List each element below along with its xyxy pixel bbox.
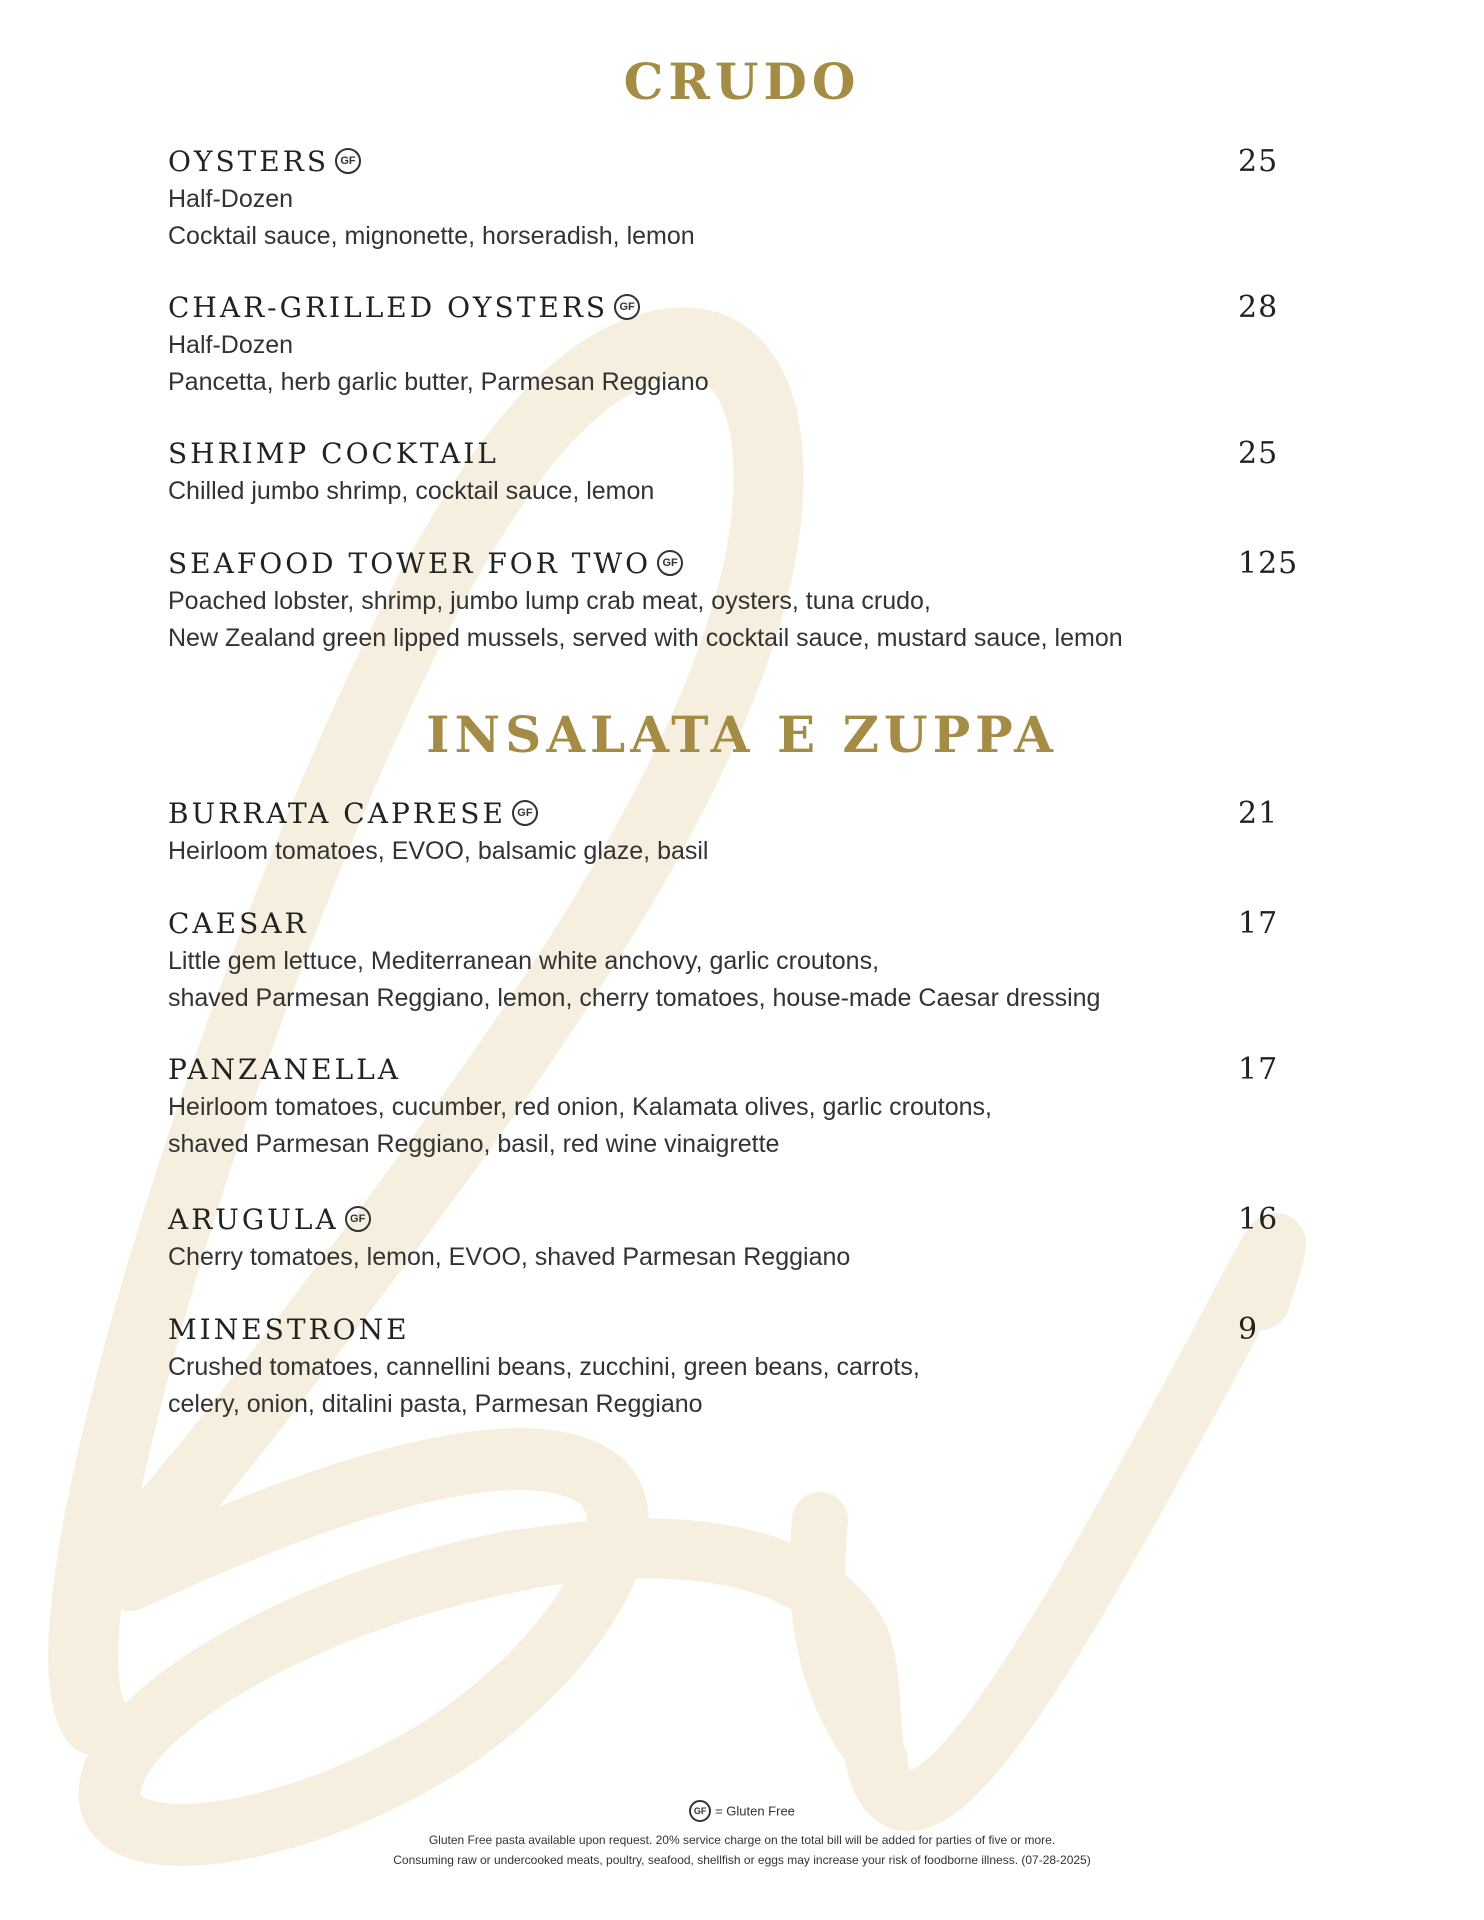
footer-note-service-charge: Gluten Free pasta available upon request. 20% service charge on the total bill will be added for parties of five or more. <box>428 1833 1056 1847</box>
menu-item-burrata-caprese <box>168 795 1318 870</box>
item-name <box>168 1201 1318 1239</box>
item-description-line: Cocktail sauce, mignonette, horseradish, lemon <box>168 222 695 250</box>
item-name-text: OYSTERS <box>168 145 329 178</box>
item-name-text: CHAR-GRILLED OYSTERS <box>168 291 609 324</box>
item-description-line: Crushed tomatoes, cannellini beans, zucchini, green beans, carrots, <box>168 1353 920 1381</box>
menu-item-seafood-tower <box>168 545 1318 657</box>
item-name <box>168 905 1318 943</box>
item-description-line: shaved Parmesan Reggiano, basil, red wine vinaigrette <box>168 1130 780 1158</box>
menu-item-shrimp-cocktail <box>168 435 1318 510</box>
gluten-free-icon: GF <box>335 148 361 174</box>
section-title-insalata-e-zuppa: INSALATA E ZUPPA <box>426 705 1058 764</box>
menu-item-oysters <box>168 143 1318 255</box>
item-name-text: CAESAR <box>168 907 309 940</box>
menu-item-minestrone <box>168 1311 1318 1423</box>
item-price: 25 <box>1238 436 1279 471</box>
menu-item-arugula <box>168 1201 1318 1276</box>
item-name <box>168 1311 1318 1349</box>
item-price: 9 <box>1238 1312 1259 1347</box>
item-description-line: Chilled jumbo shrimp, cocktail sauce, lemon <box>168 477 655 505</box>
item-description-line: Cherry tomatoes, lemon, EVOO, shaved Parmesan Reggiano <box>168 1243 851 1271</box>
item-name <box>168 1051 1318 1089</box>
item-price: 17 <box>1238 906 1279 941</box>
item-name <box>168 795 1318 833</box>
gluten-free-icon: GF <box>614 294 640 320</box>
gluten-free-icon: GF <box>657 550 683 576</box>
item-description-line: New Zealand green lipped mussels, served with cocktail sauce, mustard sauce, lemon <box>168 624 1123 652</box>
item-name-text: PANZANELLA <box>168 1053 402 1086</box>
menu-item-caesar <box>168 905 1318 1017</box>
item-name <box>168 435 1318 473</box>
item-price: 28 <box>1238 290 1279 325</box>
item-price: 125 <box>1238 546 1299 581</box>
gluten-free-icon: GF <box>345 1206 371 1232</box>
item-description-line: Little gem lettuce, Mediterranean white anchovy, garlic croutons, <box>168 947 880 975</box>
item-name <box>168 545 1318 583</box>
footer-note-health-advisory: Consuming raw or undercooked meats, poultry, seafood, shellfish or eggs may increase your risk of foodborne illness. (07-28-2025) <box>393 1853 1091 1867</box>
menu-item-char-grilled-oysters <box>168 289 1318 401</box>
gluten-free-icon: GF <box>689 1800 711 1822</box>
item-name-text: SHRIMP COCKTAIL <box>168 437 499 470</box>
item-description-line: celery, onion, ditalini pasta, Parmesan Reggiano <box>168 1390 703 1418</box>
item-description-line: Half-Dozen <box>168 185 294 213</box>
item-description-line: Poached lobster, shrimp, jumbo lump crab meat, oysters, tuna crudo, <box>168 587 931 615</box>
item-name-text: SEAFOOD TOWER FOR TWO <box>168 547 652 580</box>
item-name-text: BURRATA CAPRESE <box>168 797 506 830</box>
item-name <box>168 289 1318 327</box>
item-price: 17 <box>1238 1052 1279 1087</box>
item-description-line: Heirloom tomatoes, EVOO, balsamic glaze, basil <box>168 837 709 865</box>
item-price: 21 <box>1238 796 1279 831</box>
item-price: 25 <box>1238 144 1279 179</box>
item-description-line: shaved Parmesan Reggiano, lemon, cherry tomatoes, house-made Caesar dressing <box>168 984 1101 1012</box>
item-name-text: ARUGULA <box>168 1203 339 1236</box>
item-description-line: Pancetta, herb garlic butter, Parmesan Reggiano <box>168 368 709 396</box>
menu-item-panzanella <box>168 1051 1318 1163</box>
item-description-line: Half-Dozen <box>168 331 294 359</box>
section-title-crudo: CRUDO <box>623 52 861 111</box>
gluten-free-icon: GF <box>512 800 538 826</box>
gluten-free-legend <box>0 1801 1484 1823</box>
item-price: 16 <box>1238 1202 1279 1237</box>
item-description-line: Heirloom tomatoes, cucumber, red onion, Kalamata olives, garlic croutons, <box>168 1093 992 1121</box>
item-name <box>168 143 1318 181</box>
legend-text: = Gluten Free <box>715 1803 795 1819</box>
item-name-text: MINESTRONE <box>168 1313 410 1346</box>
